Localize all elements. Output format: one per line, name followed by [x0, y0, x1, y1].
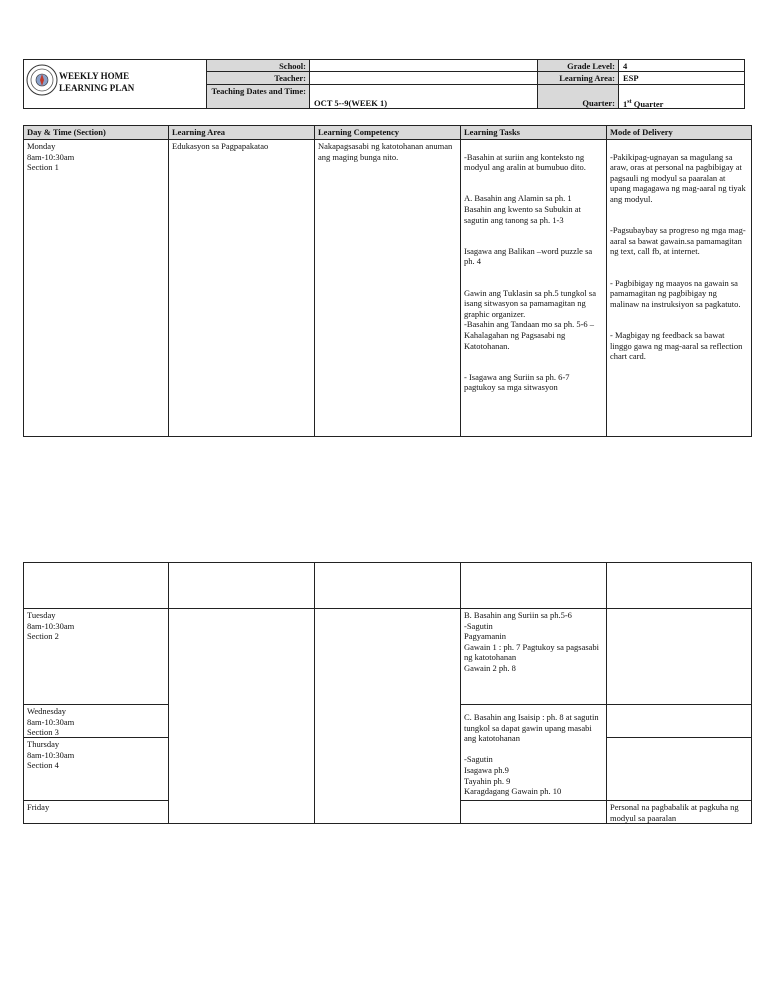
- monday-delivery-4: - Magbigay ng feedback sa bawat linggo gawa ng mag-aaral sa reflection chart card.: [610, 329, 743, 362]
- plan-title: [59, 70, 134, 94]
- col-header-tasks: Learning Tasks: [460, 125, 607, 140]
- plan-title-line2: LEARNING PLAN: [59, 83, 135, 93]
- monday-area-cell: Edukasyon sa Pagpapakatao: [168, 139, 315, 437]
- quarter-value: [618, 84, 745, 109]
- col-header-competency: Learning Competency: [314, 125, 461, 140]
- monday-delivery-3: - Pagbibigay ng maayos na gawain sa pamamagitan ng pagbibigay ng malinaw na instruksiyon sa pagkatuto.: [610, 277, 741, 309]
- tuesday-tasks-cell: B. Basahin ang Suriin sa ph.5-6 -Sagutin Pagyamanin Gawain 1 : ph. 7 Pagtukoy sa pagsasabi ng katotohanan Gawain 2 ph. 8: [460, 608, 607, 705]
- monday-task-1: -Basahin at suriin ang konteksto ng modyul ang aralin at bumubuo dito.: [464, 151, 586, 173]
- wednesday-day-cell: Wednesday 8am-10:30am Section 3: [23, 704, 169, 738]
- table2-blank-delivery: [606, 562, 752, 609]
- col-header-day: Day & Time (Section): [23, 125, 169, 140]
- deped-seal-logo: [26, 64, 58, 96]
- monday-competency-cell: Nakapagsasabi ng katotohanan anuman ang maging bunga nito.: [314, 139, 461, 437]
- plan-title-line1: WEEKLY HOME: [59, 71, 130, 81]
- monday-delivery-1: -Pakikipag-ugnayan sa magulang sa araw, oras at personal na pagbibigay at pagsauli ng modyul sa paaralan at upang magagawa ng mag-aaral ng tiyak ang modyul.: [610, 151, 746, 204]
- friday-delivery-cell: Personal na pagbabalik at pagkuha ng modyul sa paaralan: [606, 800, 752, 824]
- table2-competency-merged: [314, 608, 461, 824]
- grade-value: 4: [618, 59, 745, 72]
- table2-blank-tasks: [460, 562, 607, 609]
- monday-delivery-2: -Pagsubaybay sa progreso ng mga mag-aaral sa bawat gawain.sa pamamagitan ng text, call fb, at internet.: [610, 225, 746, 257]
- col-header-delivery: Mode of Delivery: [606, 125, 752, 140]
- friday-day-cell: Friday: [23, 800, 169, 824]
- quarter-suffix-sup: st: [627, 99, 632, 105]
- table2-blank-area: [168, 562, 315, 609]
- thursday-tasks-cell: C. Basahin ang Isaisip : ph. 8 at sagutin tungkol sa dapat gawin upang masabi ang katotohanan -Sagutin Isagawa ph.9 Tayahin ph. 9 Karagdagang Gawain ph. 10: [460, 704, 607, 801]
- area-value: ESP: [618, 71, 745, 85]
- monday-task-2: A. Basahin ang Alamin sa ph. 1 Basahin ang kwento sa Subukin at sagutin ang tanong sa ph. 1-3: [464, 193, 581, 225]
- dates-value: OCT 5--9(WEEK 1): [309, 84, 538, 109]
- quarter-word: Quarter: [631, 98, 664, 109]
- grade-label: Grade Level:: [537, 59, 619, 72]
- friday-tasks-cell: [460, 800, 607, 824]
- quarter-number: 1: [623, 98, 628, 109]
- table2-area-merged: [168, 608, 315, 824]
- tuesday-delivery-cell: [606, 608, 752, 705]
- monday-task-3: Isagawa ang Balikan –word puzzle sa ph. 4: [464, 245, 593, 267]
- thursday-day-cell: Thursday 8am-10:30am Section 4: [23, 737, 169, 801]
- teacher-label: Teacher:: [206, 71, 310, 85]
- monday-task-4: Gawin ang Tuklasin sa ph.5 tungkol sa isang sitwasyon sa pamamagitan ng graphic organizer. -Basahin ang Tandaan mo sa ph. 5-6 – Kahalagahan ng Pagsasabi ng Katotohanan.: [464, 287, 596, 351]
- col-header-area: Learning Area: [168, 125, 315, 140]
- table2-blank-competency: [314, 562, 461, 609]
- wednesday-delivery-cell: [606, 704, 752, 738]
- teacher-value: [309, 71, 538, 85]
- school-label: School:: [206, 59, 310, 72]
- monday-tasks-cell: [460, 139, 607, 437]
- monday-delivery-cell: [606, 139, 752, 437]
- thursday-delivery-cell: [606, 737, 752, 801]
- area-label: Learning Area:: [537, 71, 619, 85]
- quarter-label: Quarter:: [537, 84, 619, 109]
- tuesday-day-cell: Tuesday 8am-10:30am Section 2: [23, 608, 169, 705]
- dates-label: Teaching Dates and Time:: [206, 84, 310, 109]
- monday-day-cell: Monday 8am-10:30am Section 1: [23, 139, 169, 437]
- monday-task-5: - Isagawa ang Suriin sa ph. 6-7 pagtukoy sa mga sitwasyon: [464, 371, 570, 393]
- table2-blank-day: [23, 562, 169, 609]
